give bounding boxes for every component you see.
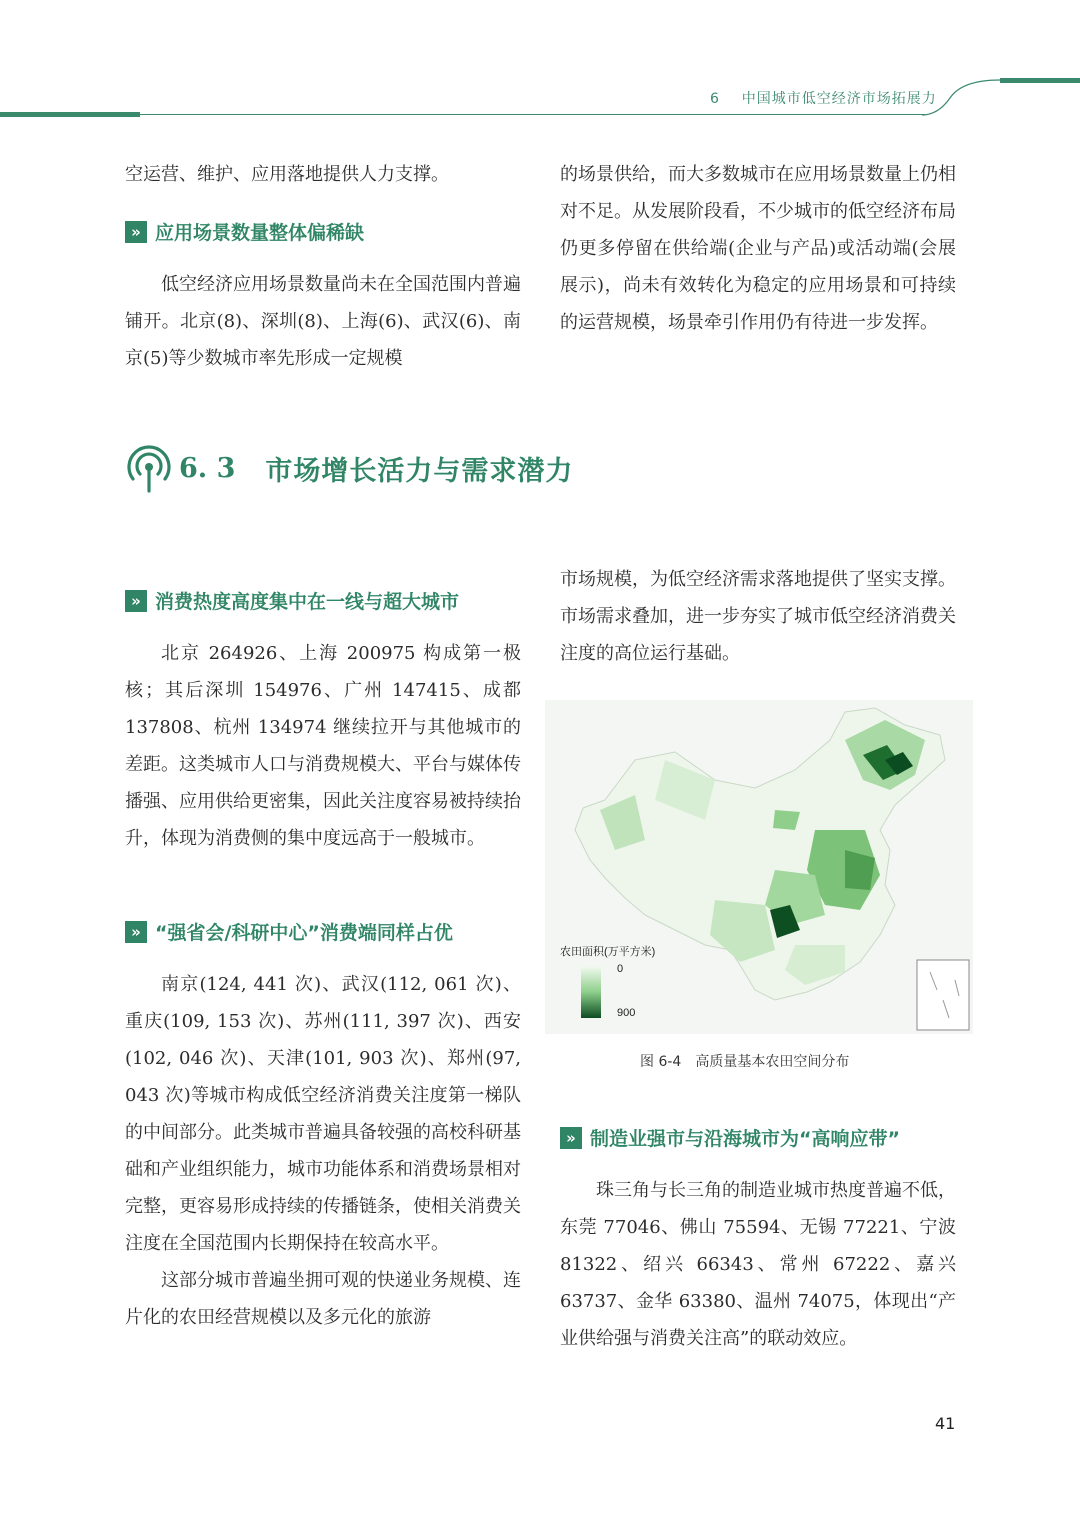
paragraph: 珠三角与长三角的制造业城市热度普遍不低，东莞 77046、佛山 75594、无锡 77221、宁波 81322、绍兴 66343、常州 67222、嘉兴 63737、金华 63380、温州 74075，体现出“产业供给强与消费关注高”的联动效应。 — [560, 1180, 956, 1349]
paragraph: 这部分城市普遍坐拥可观的快递业务规模、连片化的农田经营规模以及多元化的旅游 — [125, 1270, 521, 1328]
subheading — [125, 218, 364, 245]
subheading-text: 制造业强市与沿海城市为“高响应带” — [590, 1128, 900, 1150]
paragraph: 的场景供给，而大多数城市在应用场景数量上仍相对不足。从发展阶段看，不少城市的低空经济布局仍更多停留在供给端(企业与产品)或活动端(会展展示)，尚未有效转化为稳定的应用场景和可持续的运营规模，场景牵引作用仍有待进一步发挥。 — [560, 164, 956, 333]
paragraph: 空运营、维护、应用落地提供人力支撑。 — [125, 164, 449, 185]
left-body-1 — [125, 635, 521, 857]
section-number: 6. 3 — [179, 452, 236, 484]
double-chevron-icon: » — [125, 921, 147, 943]
chapter-title: 中国城市低空经济市场拓展力 — [741, 91, 937, 107]
signal-pin-icon — [125, 443, 173, 493]
paragraph: 南京(124, 441 次)、武汉(112, 061 次)、重庆(109, 153 次)、苏州(111, 397 次)、西安(102, 046 次)、天津(101, 903 次)、郑州(97, 043 次)等城市构成低空经济消费关注度第一梯队的中间部分。此类城市普遍具备较强的高校科研基础和产业组织能力，城市功能体系和消费场景相对完整，更容易形成持续的传播链条，使相关消费关注度在全国范围内长期保持在较高水平。 — [125, 974, 521, 1254]
china-choropleth-map — [545, 700, 973, 1034]
section-heading: 市场增长活力与需求潜力 — [265, 455, 574, 487]
region-southwest — [710, 900, 775, 962]
paragraph: 市场规模，为低空经济需求落地提供了坚实支撑。市场需求叠加，进一步夯实了城市低空经济消费关注度的高位运行基础。 — [560, 569, 956, 664]
farmland-map — [545, 700, 973, 1034]
top-left-column — [125, 156, 521, 193]
subheading-text: 消费热度高度集中在一线与超大城市 — [155, 591, 460, 613]
section-title — [125, 443, 573, 493]
header-rule-accent-right — [1000, 78, 1080, 83]
subheading-text: “强省会/科研中心”消费端同样占优 — [155, 922, 453, 944]
double-chevron-icon: » — [125, 221, 147, 243]
chapter-number: 6 — [710, 91, 720, 107]
header-rule-accent — [0, 112, 140, 117]
south-sea-inset — [917, 960, 969, 1030]
subheading — [125, 587, 459, 614]
running-header — [710, 88, 937, 108]
top-left-column-body — [125, 266, 521, 377]
legend-gradient-bar — [581, 966, 601, 1018]
subheading — [125, 918, 453, 945]
paragraph: 低空经济应用场景数量尚未在全国范围内普遍铺开。北京(8)、深圳(8)、上海(6)、武汉(6)、南京(5)等少数城市率先形成一定规模 — [125, 274, 521, 369]
header-rule — [140, 114, 925, 115]
double-chevron-icon: » — [125, 590, 147, 612]
double-chevron-icon: » — [560, 1127, 582, 1149]
legend-max: 900 — [617, 1007, 636, 1019]
subheading-text: 应用场景数量整体偏稀缺 — [155, 222, 365, 244]
paragraph: 北京 264926、上海 200975 构成第一极核；其后深圳 154976、广州 147415、成都 137808、杭州 134974 继续拉开与其他城市的差距。这类城市人口与消费规模大、平台与媒体传播强、应用供给更密集，因此关注度容易被持续抬升，体现为消费侧的集中度远高于一般城市。 — [125, 643, 521, 849]
legend-title: 农田面积(万平方米) — [560, 946, 656, 958]
legend-min: 0 — [617, 963, 624, 975]
top-right-column — [560, 156, 956, 341]
right-body-2 — [560, 1172, 956, 1357]
right-body-1 — [560, 561, 956, 672]
page-number: 41 — [935, 1414, 956, 1433]
figure-caption: 图 6-4 高质量基本农田空间分布 — [640, 1054, 850, 1070]
left-body-2 — [125, 966, 521, 1336]
subheading — [560, 1124, 900, 1151]
